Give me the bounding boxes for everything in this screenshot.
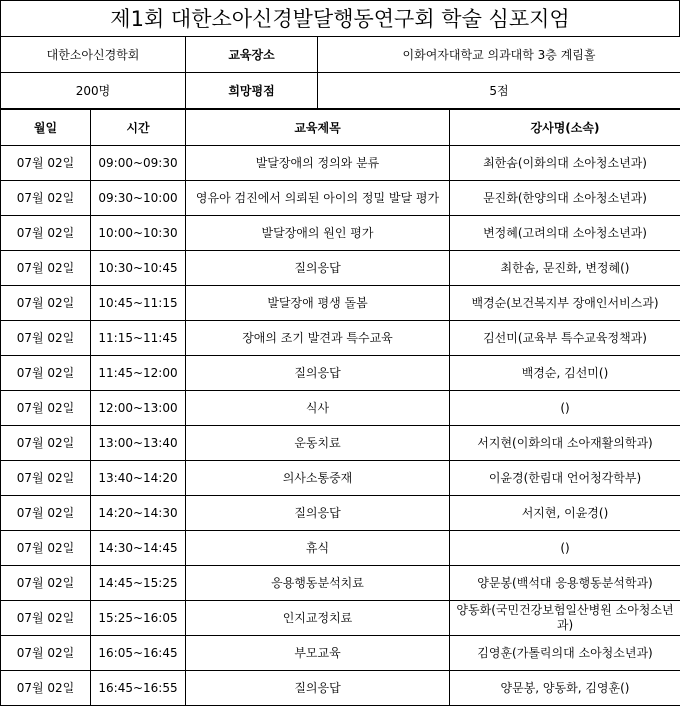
score-value: 5점 <box>318 73 680 109</box>
table-row <box>1 671 680 706</box>
cell-time: 13:00~13:40 <box>91 426 186 461</box>
cell-topic: 인지교정치료 <box>186 601 450 636</box>
cell-lecturer: 문진화(한양의대 소아청소년과) <box>450 181 680 216</box>
venue-label: 교육장소 <box>186 37 318 73</box>
cell-date: 07월 02일 <box>1 216 91 251</box>
cell-topic: 영유아 검진에서 의뢰된 아이의 정밀 발달 평가 <box>186 181 450 216</box>
table-row <box>1 181 680 216</box>
table-row <box>1 601 680 636</box>
table-row <box>1 531 680 566</box>
table-row <box>1 426 680 461</box>
cell-topic: 질의응답 <box>186 356 450 391</box>
cell-date: 07월 02일 <box>1 671 91 706</box>
cell-lecturer: 최한솜(이화의대 소아청소년과) <box>450 146 680 181</box>
table-row <box>1 496 680 531</box>
cell-time: 10:30~10:45 <box>91 251 186 286</box>
cell-lecturer: 김영훈(가톨릭의대 소아청소년과) <box>450 636 680 671</box>
cell-time: 16:45~16:55 <box>91 671 186 706</box>
header-time: 시간 <box>91 110 186 146</box>
cell-date: 07월 02일 <box>1 251 91 286</box>
table-row <box>1 286 680 321</box>
page-title: 제1회 대한소아신경발달행동연구회 학술 심포지엄 <box>0 0 680 36</box>
cell-lecturer: () <box>450 391 680 426</box>
cell-time: 12:00~13:00 <box>91 391 186 426</box>
cell-lecturer: 백경순(보건복지부 장애인서비스과) <box>450 286 680 321</box>
cell-lecturer: 이윤경(한림대 언어청각학부) <box>450 461 680 496</box>
cell-date: 07월 02일 <box>1 566 91 601</box>
cell-date: 07월 02일 <box>1 146 91 181</box>
table-row <box>1 251 680 286</box>
table-row <box>1 391 680 426</box>
cell-date: 07월 02일 <box>1 321 91 356</box>
cell-lecturer: 서지현(이화의대 소아재활의학과) <box>450 426 680 461</box>
table-row <box>1 321 680 356</box>
cell-time: 13:40~14:20 <box>91 461 186 496</box>
org-name: 대한소아신경학회 <box>1 37 186 73</box>
cell-time: 14:20~14:30 <box>91 496 186 531</box>
cell-lecturer: 백경순, 김선미() <box>450 356 680 391</box>
cell-date: 07월 02일 <box>1 461 91 496</box>
cell-topic: 식사 <box>186 391 450 426</box>
cell-topic: 휴식 <box>186 531 450 566</box>
cell-lecturer: () <box>450 531 680 566</box>
cell-lecturer: 변정혜(고려의대 소아청소년과) <box>450 216 680 251</box>
cell-lecturer: 김선미(교육부 특수교육정책과) <box>450 321 680 356</box>
cell-date: 07월 02일 <box>1 636 91 671</box>
cell-time: 09:30~10:00 <box>91 181 186 216</box>
cell-time: 14:30~14:45 <box>91 531 186 566</box>
cell-lecturer: 서지현, 이윤경() <box>450 496 680 531</box>
header-topic: 교육제목 <box>186 110 450 146</box>
cell-topic: 발달장애의 정의와 분류 <box>186 146 450 181</box>
cell-lecturer: 양동화(국민건강보험일산병원 소아청소년과) <box>450 601 680 636</box>
table-row <box>1 216 680 251</box>
cell-date: 07월 02일 <box>1 601 91 636</box>
cell-topic: 운동치료 <box>186 426 450 461</box>
cell-time: 16:05~16:45 <box>91 636 186 671</box>
capacity-value: 200명 <box>1 73 186 109</box>
cell-time: 14:45~15:25 <box>91 566 186 601</box>
cell-time: 10:45~11:15 <box>91 286 186 321</box>
cell-topic: 부모교육 <box>186 636 450 671</box>
cell-time: 15:25~16:05 <box>91 601 186 636</box>
cell-time: 10:00~10:30 <box>91 216 186 251</box>
cell-lecturer: 양문봉(백석대 응용행동분석학과) <box>450 566 680 601</box>
cell-topic: 발달장애 평생 돌봄 <box>186 286 450 321</box>
header-date: 월일 <box>1 110 91 146</box>
schedule-table <box>0 109 680 706</box>
cell-lecturer: 최한솜, 문진화, 변정혜() <box>450 251 680 286</box>
cell-date: 07월 02일 <box>1 286 91 321</box>
cell-topic: 발달장애의 원인 평가 <box>186 216 450 251</box>
cell-topic: 응용행동분석치료 <box>186 566 450 601</box>
table-row <box>1 146 680 181</box>
cell-date: 07월 02일 <box>1 426 91 461</box>
cell-topic: 질의응답 <box>186 496 450 531</box>
table-row <box>1 356 680 391</box>
table-row <box>1 566 680 601</box>
cell-topic: 의사소통중재 <box>186 461 450 496</box>
cell-time: 11:15~11:45 <box>91 321 186 356</box>
table-row <box>1 461 680 496</box>
cell-topic: 질의응답 <box>186 251 450 286</box>
score-label: 희망평점 <box>186 73 318 109</box>
cell-time: 11:45~12:00 <box>91 356 186 391</box>
cell-date: 07월 02일 <box>1 496 91 531</box>
cell-date: 07월 02일 <box>1 531 91 566</box>
venue-value: 이화여자대학교 의과대학 3층 계림홀 <box>318 37 680 73</box>
info-table <box>0 36 680 109</box>
cell-time: 09:00~09:30 <box>91 146 186 181</box>
header-lecturer: 강사명(소속) <box>450 110 680 146</box>
table-row <box>1 636 680 671</box>
cell-date: 07월 02일 <box>1 356 91 391</box>
cell-date: 07월 02일 <box>1 181 91 216</box>
cell-topic: 질의응답 <box>186 671 450 706</box>
cell-topic: 장애의 조기 발견과 특수교육 <box>186 321 450 356</box>
cell-date: 07월 02일 <box>1 391 91 426</box>
cell-lecturer: 양문봉, 양동화, 김영훈() <box>450 671 680 706</box>
